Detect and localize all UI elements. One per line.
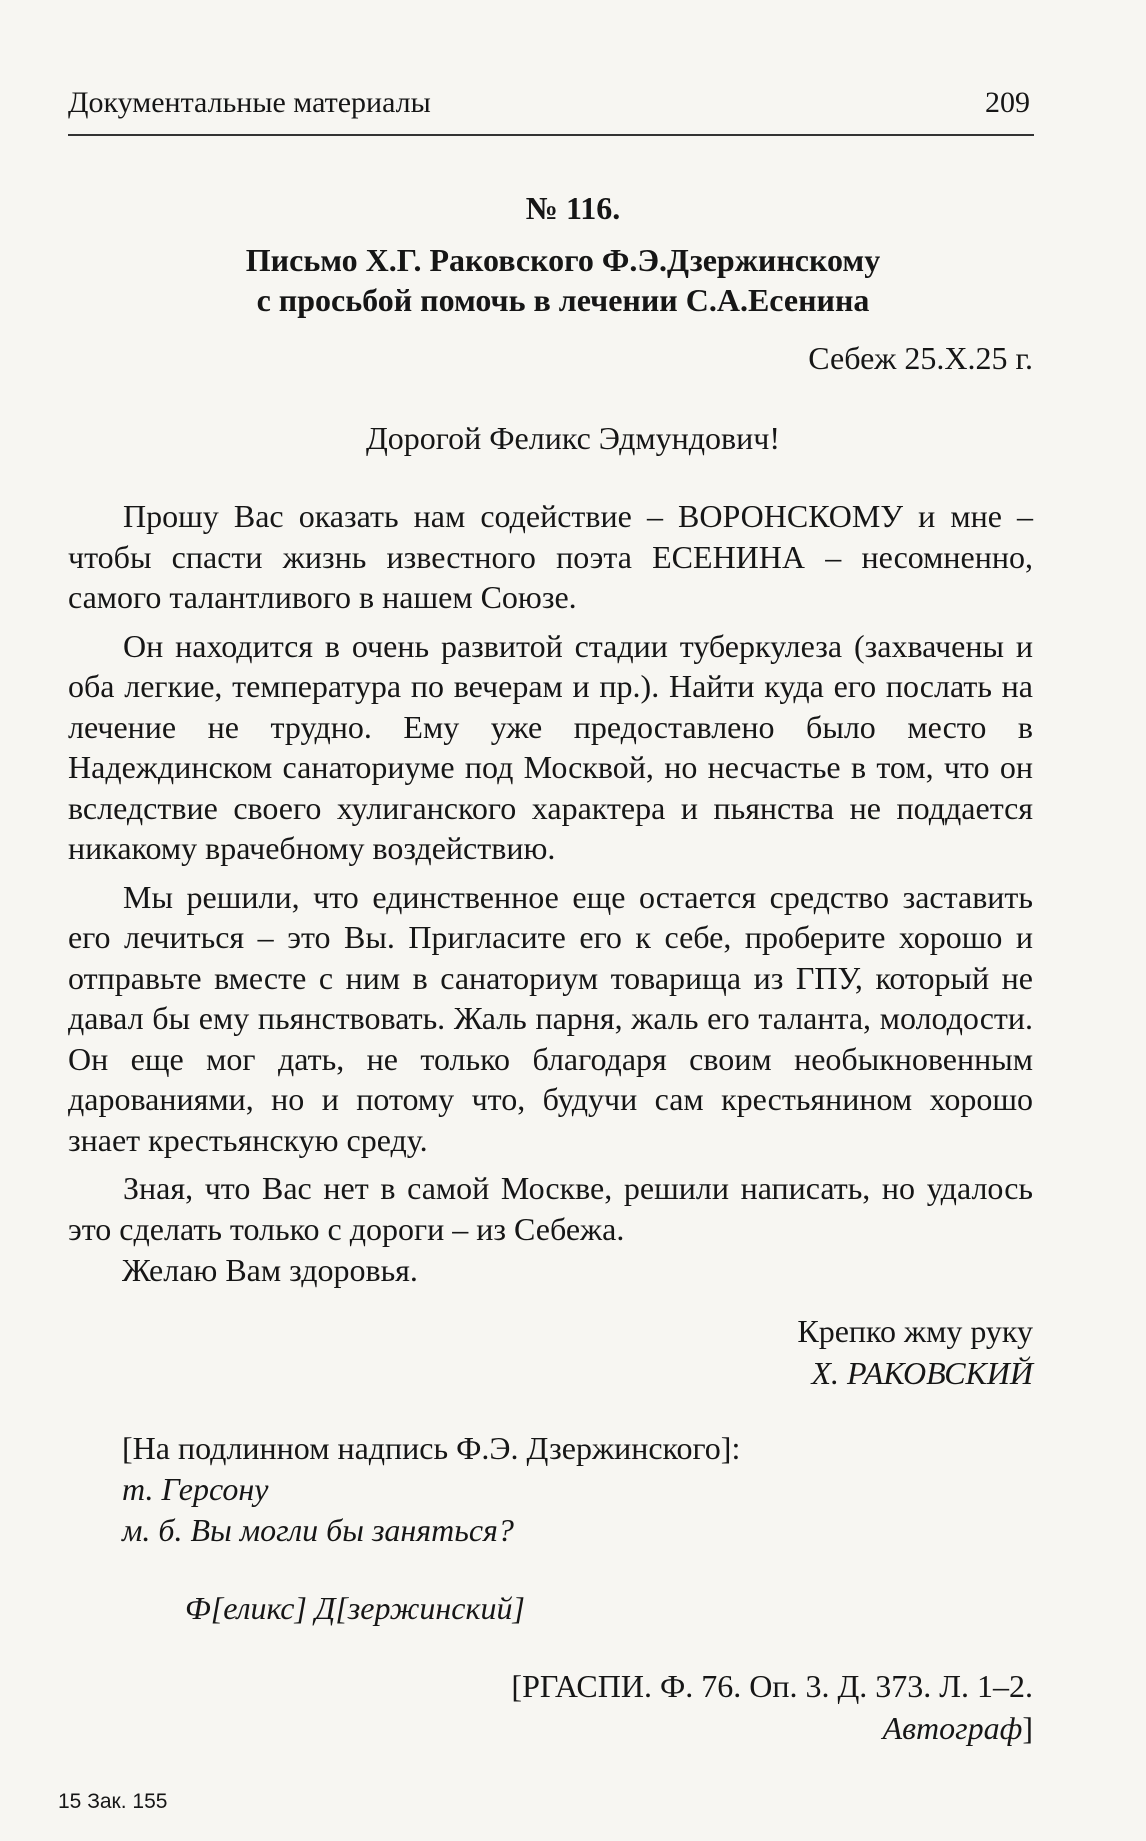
- page-number: 209: [985, 86, 1030, 119]
- note-line-2: м. б. Вы могли бы заняться?: [122, 1512, 514, 1548]
- document-title: [150, 240, 976, 320]
- letter-paragraph: Мы решили, что единственное еще остается средство заставить его лечиться – это Вы. Пригласите его к себе, проберите хорошо и отправьте вместе с ним в санаториум товарища из ГПУ, который не давал бы ему пьянствовать. Жаль парня, жаль его таланта, молодости. Он еще мог дать, не только благодаря своим необыкновенным дарованиями, но и потому что, будучи сам крестьянином хорошо знает крестьянскую среду.: [68, 878, 1033, 1158]
- salutation: Дорогой Феликс Эдмундович!: [365, 420, 781, 456]
- running-head: [68, 86, 1030, 120]
- letter-body: [68, 496, 1033, 1257]
- wish-line: Желаю Вам здоровья.: [122, 1252, 418, 1288]
- closing-block: [797, 1310, 1033, 1394]
- archive-close: ]: [1022, 1710, 1033, 1746]
- title-line-2: с просьбой помочь в лечении С.А.Есенина: [256, 282, 870, 318]
- note-line-1: т. Герсону: [122, 1471, 269, 1507]
- letter-paragraph: Зная, что Вас нет в самой Москве, решили написать, но удалось это сделать только с дороги – из Себежа.: [68, 1170, 1033, 1247]
- header-rule: [68, 134, 1034, 136]
- resolution-note: [122, 1428, 740, 1551]
- archive-type-line: [511, 1707, 1033, 1749]
- section-title: Документальные материалы: [68, 86, 431, 119]
- letter-paragraph: Прошу Вас оказать нам содействие – ВОРОНСКОМУ и мне – чтобы спасти жизнь известного поэта ЕСЕНИНА – несомненно, самого талантливого в нашем Союзе.: [68, 498, 1033, 615]
- archive-type: Автограф: [882, 1710, 1023, 1746]
- place-date: Себеж 25.X.25 г.: [808, 340, 1033, 376]
- note-signature: Ф[еликс] Д[зержинский]: [185, 1590, 525, 1626]
- printer-mark: 15 Зак. 155: [58, 1790, 168, 1813]
- letter-paragraph: Он находится в очень развитой стадии туберкулеза (захвачены и оба легкие, температура по вечерам и пр.). Найти куда его послать на лечение не трудно. Ему уже предоставлено было место в Надеждинском санаториуме под Москвой, но несчастье в том, что он вследствие своего хулиганского характера и пьянства не поддается никакому врачебному воздействию.: [68, 627, 1033, 866]
- title-line-1: Письмо Х.Г. Раковского Ф.Э.Дзержинскому: [245, 242, 881, 278]
- archive-ref: [РГАСПИ. Ф. 76. Оп. 3. Д. 373. Л. 1–2.: [511, 1668, 1033, 1704]
- closing-phrase: Крепко жму руку: [797, 1313, 1033, 1349]
- archive-reference: [511, 1665, 1033, 1749]
- note-intro: [На подлинном надпись Ф.Э. Дзержинского]:: [122, 1430, 741, 1466]
- document-number: № 116.: [525, 190, 621, 226]
- signature: Х. РАКОВСКИЙ: [811, 1355, 1033, 1391]
